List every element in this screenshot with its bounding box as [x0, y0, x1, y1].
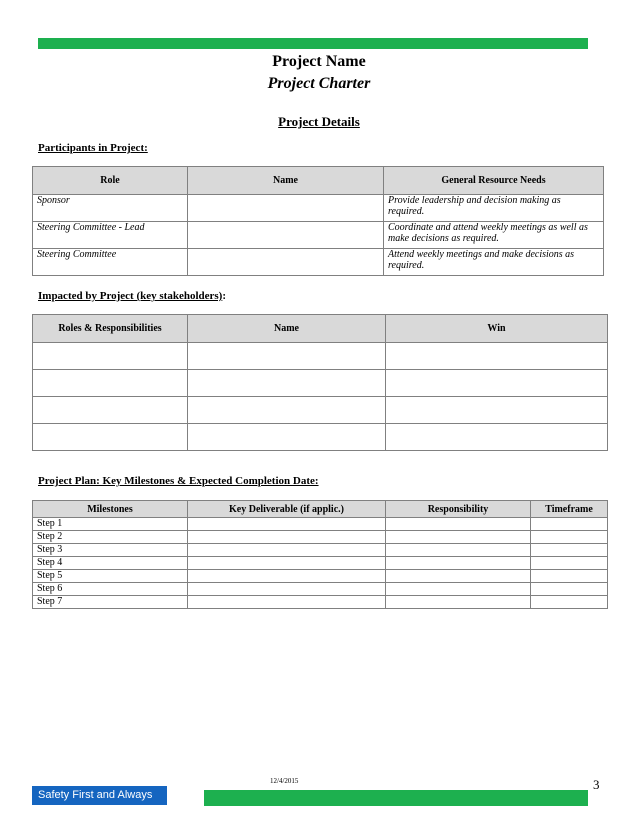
resource-needs-cell: Attend weekly meetings and make decisions as required. [384, 249, 604, 276]
project-charter-subtitle: Project Charter [267, 75, 371, 92]
deliverable-cell[interactable] [188, 531, 386, 544]
project-plan-label: Project Plan: Key Milestones & Expected Completion Date: [38, 475, 319, 487]
timeframe-cell[interactable] [531, 518, 608, 531]
empty-cell[interactable] [386, 370, 608, 397]
deliverable-cell[interactable] [188, 557, 386, 570]
responsibility-cell[interactable] [386, 531, 531, 544]
resource-needs-cell: Provide leadership and decision making as required. [384, 195, 604, 222]
page-number: 3 [593, 777, 600, 792]
col-header-resource-needs: General Resource Needs [384, 167, 604, 195]
participants-label: Participants in Project: [38, 142, 148, 154]
top-green-bar [38, 38, 588, 49]
col-header-name: Name [188, 315, 386, 343]
participants-table [32, 166, 604, 276]
empty-cell[interactable] [188, 397, 386, 424]
milestones-header-row [33, 501, 608, 518]
timeframe-cell[interactable] [531, 570, 608, 583]
table-row [33, 397, 608, 424]
deliverable-cell[interactable] [188, 583, 386, 596]
col-header-responsibility: Responsibility [386, 501, 531, 518]
responsibility-cell[interactable] [386, 557, 531, 570]
responsibility-cell[interactable] [386, 596, 531, 609]
responsibility-cell[interactable] [386, 518, 531, 531]
step-cell: Step 1 [33, 518, 188, 531]
footer-tagline: Safety First and Always [32, 786, 167, 805]
table-row [33, 570, 608, 583]
col-header-roles-responsibilities: Roles & Responsibilities [33, 315, 188, 343]
footer-date: 12/4/2015 [270, 777, 299, 785]
deliverable-cell[interactable] [188, 596, 386, 609]
resource-needs-cell: Coordinate and attend weekly meetings as well as make decisions as required. [384, 222, 604, 249]
step-cell: Step 5 [33, 570, 188, 583]
timeframe-cell[interactable] [531, 596, 608, 609]
col-header-timeframe: Timeframe [531, 501, 608, 518]
responsibility-cell[interactable] [386, 583, 531, 596]
impacted-table [32, 314, 608, 451]
step-cell: Step 2 [33, 531, 188, 544]
impacted-header-row [33, 315, 608, 343]
empty-cell[interactable] [188, 424, 386, 451]
table-row [33, 249, 604, 276]
footer-green-bar [204, 790, 588, 806]
empty-cell[interactable] [33, 370, 188, 397]
impacted-label: Impacted by Project (key stakeholders): [38, 290, 226, 302]
name-cell[interactable] [188, 195, 384, 222]
empty-cell[interactable] [386, 343, 608, 370]
role-cell: Steering Committee [33, 249, 188, 276]
table-row [33, 195, 604, 222]
responsibility-cell[interactable] [386, 570, 531, 583]
project-name-title: Project Name [272, 53, 366, 70]
step-cell: Step 3 [33, 544, 188, 557]
timeframe-cell[interactable] [531, 557, 608, 570]
name-cell[interactable] [188, 222, 384, 249]
empty-cell[interactable] [386, 397, 608, 424]
table-row [33, 596, 608, 609]
table-row [33, 222, 604, 249]
project-details-heading: Project Details [278, 114, 360, 129]
col-header-milestones: Milestones [33, 501, 188, 518]
name-cell[interactable] [188, 249, 384, 276]
participants-header-row [33, 167, 604, 195]
responsibility-cell[interactable] [386, 544, 531, 557]
empty-cell[interactable] [386, 424, 608, 451]
role-cell: Sponsor [33, 195, 188, 222]
col-header-role: Role [33, 167, 188, 195]
timeframe-cell[interactable] [531, 544, 608, 557]
table-row [33, 424, 608, 451]
col-header-key-deliverable: Key Deliverable (if applic.) [188, 501, 386, 518]
table-row [33, 518, 608, 531]
timeframe-cell[interactable] [531, 531, 608, 544]
step-cell: Step 4 [33, 557, 188, 570]
step-cell: Step 6 [33, 583, 188, 596]
deliverable-cell[interactable] [188, 544, 386, 557]
col-header-win: Win [386, 315, 608, 343]
col-header-name: Name [188, 167, 384, 195]
table-row [33, 343, 608, 370]
empty-cell[interactable] [188, 343, 386, 370]
table-row [33, 370, 608, 397]
step-cell: Step 7 [33, 596, 188, 609]
empty-cell[interactable] [33, 424, 188, 451]
table-row [33, 544, 608, 557]
table-row [33, 531, 608, 544]
deliverable-cell[interactable] [188, 518, 386, 531]
empty-cell[interactable] [33, 397, 188, 424]
timeframe-cell[interactable] [531, 583, 608, 596]
empty-cell[interactable] [188, 370, 386, 397]
role-cell: Steering Committee - Lead [33, 222, 188, 249]
table-row [33, 557, 608, 570]
table-row [33, 583, 608, 596]
empty-cell[interactable] [33, 343, 188, 370]
deliverable-cell[interactable] [188, 570, 386, 583]
milestones-table [32, 500, 608, 609]
